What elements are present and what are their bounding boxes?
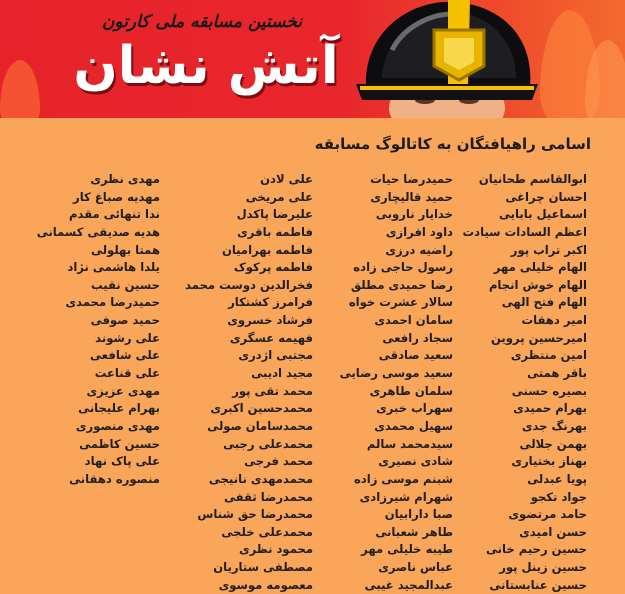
name-item: علیرضا پاکدل [236, 207, 313, 222]
name-item: حمیدرضا حیات [370, 172, 453, 186]
name-item: امیر دهقات [521, 313, 587, 328]
name-item: حمید صوفی [90, 313, 160, 328]
name-item: مجتبی اژدری [238, 348, 313, 363]
name-item: سعید موسی رضایی [339, 366, 453, 381]
name-item: امیرحسین پروین [490, 330, 587, 345]
name-item: حسین زینل پور [499, 560, 587, 575]
name-item: باقر همتی [527, 366, 587, 381]
name-item: همتا بهلولی [90, 242, 160, 257]
name-item: محمد تقی پور [232, 383, 313, 398]
names-column-1 [447, 171, 587, 594]
name-item: محمدسامان صولی [207, 418, 313, 433]
name-item: حسن امیدی [519, 524, 587, 539]
name-item: محمد فرجی [244, 454, 313, 469]
name-item: فرامرز کشتکار [228, 295, 313, 310]
section-heading: اسامی راهیافتگان به کاتالوگ مسابقه [314, 135, 591, 153]
names-column-3 [173, 171, 313, 594]
name-item: سهیل محمدی [374, 418, 453, 433]
flame-decoration [0, 60, 40, 118]
name-item: فاطمه بهرامیان [221, 242, 313, 257]
name-item: علی شافعی [89, 348, 160, 363]
name-item: مهدی نظری [90, 172, 160, 186]
name-item: اعظم السادات سیادت [462, 224, 587, 239]
names-column-2 [313, 171, 453, 594]
name-item: مصطفی ستاریان [213, 560, 313, 575]
names-column-4 [20, 171, 160, 489]
name-item: حمیدرضا محمدی [65, 295, 160, 310]
name-item: محمدرضا ثقفی [223, 489, 313, 504]
name-item: پویا عبدلی [527, 471, 587, 486]
name-item: سلمان طاهری [369, 383, 453, 398]
name-item: سعید صادقی [378, 348, 453, 363]
name-item: خدایار ناروبی [375, 207, 453, 222]
name-item: معصومه موسوی [218, 577, 313, 592]
name-item: علی لادن [260, 172, 313, 186]
name-item: فخرالدین دوست محمد [185, 277, 313, 292]
firefighter-helmet-icon [352, 0, 542, 118]
name-item: مهدیه صباغ کار [73, 189, 160, 204]
name-item: بهرنگ جدی [521, 418, 587, 433]
name-item: محمدمهدی نانیجی [208, 471, 313, 486]
name-item: محمود نظری [238, 542, 313, 557]
name-item: عباس ناصری [378, 560, 453, 575]
name-item: بصیره حسنی [511, 383, 587, 398]
name-item: صبا دارابیان [384, 507, 453, 522]
name-item: محمدرضا حق شناس [197, 507, 313, 522]
name-item: طاهر شعبانی [375, 524, 453, 539]
name-item: شادی نصیری [378, 454, 453, 469]
name-item: سجاد رافعی [382, 330, 453, 345]
name-item: فاطمه باقری [237, 224, 313, 239]
name-item: بهمن جلالی [519, 436, 587, 451]
name-item: ندا تنهائی مقدم [69, 207, 160, 222]
banner-title: آتش نشان [73, 36, 339, 96]
name-item: فاطمه پرکوک [233, 260, 313, 275]
name-item: سیدمحمد سالم [366, 436, 453, 451]
name-item: اکبر تراب پور [510, 242, 587, 257]
name-item: علی مریخی [245, 189, 313, 204]
name-item: اسماعیل بابایی [498, 207, 587, 222]
name-item: امین منتظری [510, 348, 587, 363]
name-item: علی قناعت [94, 366, 160, 381]
name-item: محمدعلی خلجی [221, 524, 313, 539]
name-item: یلدا هاشمی نژاد [67, 260, 160, 275]
name-item: ابوالقاسم طحانیان [478, 172, 587, 186]
name-item: راضیه درزی [385, 242, 453, 257]
name-item: شهرام شیرزادی [359, 489, 453, 504]
name-item: حسین رحیم خانی [485, 542, 587, 557]
name-item: حسین نقیب [90, 277, 160, 292]
name-item: بهرام حمیدی [513, 401, 587, 416]
name-item: عبدالمجید غیبی [364, 577, 453, 592]
name-item: مهدی عزیزی [86, 383, 160, 398]
name-item: حمید قالیچاری [370, 189, 453, 204]
name-item: منصوره دهقانی [69, 471, 160, 486]
name-item: سامان احمدی [374, 313, 453, 328]
name-item: علی پاک نهاد [84, 454, 160, 469]
name-item: طیبه خلیلی مهر [361, 542, 453, 557]
name-item: رضا حمیدی مطلق [350, 277, 453, 292]
name-item: الهام خلیلی مهر [493, 260, 587, 275]
name-item: بهرام علیجانی [78, 401, 160, 416]
name-item: سالار عشرت خواه [348, 295, 453, 310]
name-item: حسین کاظمی [79, 436, 160, 451]
name-item: علی رشوند [95, 330, 160, 345]
banner-subtitle: نخستین مسابقه ملی کارتون [101, 12, 303, 32]
name-item: احسان چراغی [505, 189, 587, 204]
participants-section [0, 118, 625, 590]
firefighter-helmet-illustration [352, 0, 542, 118]
name-item: داود افرازی [385, 224, 453, 239]
name-item: هدیه صدیقی کسمانی [36, 224, 160, 239]
name-item: شبنم موسی زاده [353, 471, 453, 486]
name-item: بهناز بختیاری [511, 454, 587, 469]
header-banner [0, 0, 625, 118]
name-item: جواد تکجو [530, 489, 587, 504]
name-item: سهراب خبری [376, 401, 453, 416]
name-item: فرشاد خسروی [227, 313, 313, 328]
name-item: مهدی منصوری [75, 418, 160, 433]
name-item: محمدحسین اکبری [210, 401, 313, 416]
name-item: محمدعلی رجبی [223, 436, 313, 451]
name-item: حامد مرتضوی [508, 507, 587, 522]
name-item: مجید ادیبی [251, 366, 313, 381]
name-item: فهیمه عسگری [229, 330, 313, 345]
name-item: رسول حاجی زاده [353, 260, 453, 275]
name-item: الهام خوش انجام [488, 277, 587, 292]
name-item: الهام فتح الهی [501, 295, 587, 310]
name-item: حسین عنابستانی [489, 577, 587, 592]
